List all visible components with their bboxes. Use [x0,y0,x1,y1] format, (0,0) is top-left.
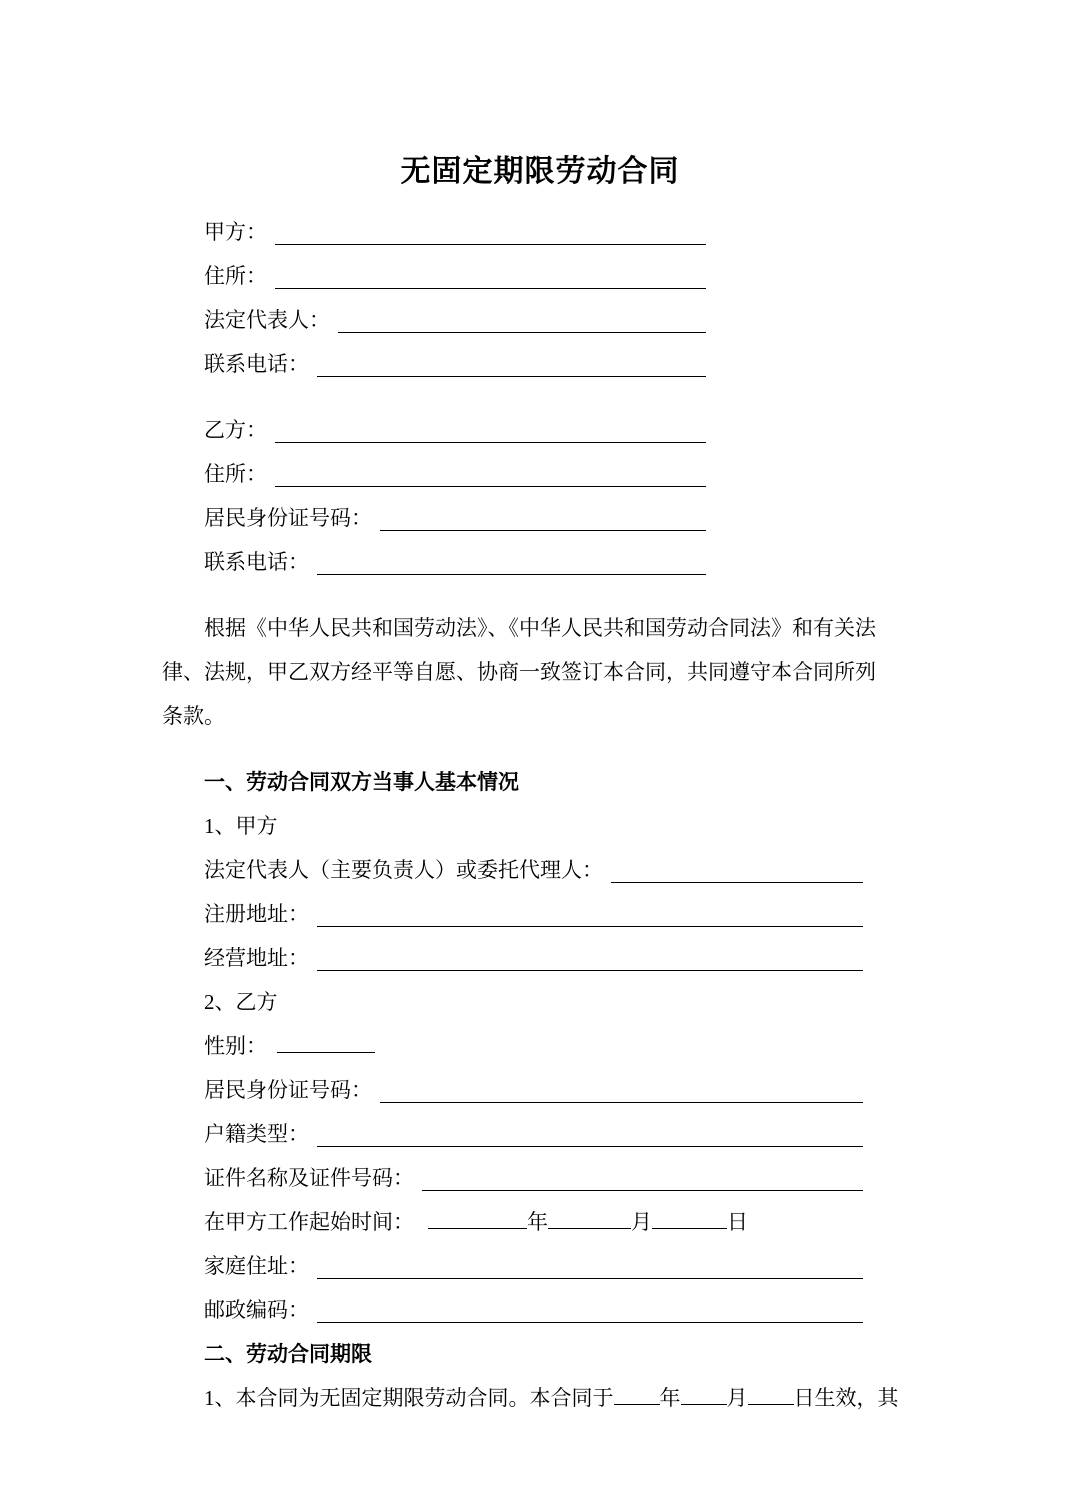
agent-label: 法定代表人（主要负责人）或委托代理人： [204,858,603,882]
preamble-paragraph [162,606,908,738]
title-light-middle: 劳动 [555,155,618,188]
certificate-label: 证件名称及证件号码： [204,1166,414,1190]
business-address-label: 经营地址： [204,946,309,970]
party-a-legal-rep-blank[interactable] [338,298,706,333]
form-row-agent [162,848,863,892]
party-b-id-number-label: 居民身份证号码： [204,506,372,530]
resident-id-label: 居民身份证号码： [204,1078,372,1102]
party-b-address-label: 住所： [204,462,267,486]
section-basic-information [162,760,908,1332]
work-start-year-blank[interactable] [428,1206,527,1229]
household-type-blank[interactable] [317,1112,863,1147]
form-row-business-address [162,936,863,980]
postal-code-label: 邮政编码： [204,1298,309,1322]
section2-clause1 [162,1376,908,1420]
block-spacer [162,584,908,606]
unit-year: 年 [527,1210,548,1234]
title-heavy-prefix: 无固定期限 [400,155,556,188]
unit-day: 日 [793,1386,815,1410]
section1-party-a-item: 1、甲方 [204,814,278,838]
form-row-resident-id [162,1068,863,1112]
form-row-postal-code [162,1288,863,1332]
document-body [162,210,908,1420]
effective-month-blank[interactable] [681,1382,727,1405]
form-row-party-b-phone [162,540,706,584]
party-a-name-blank[interactable] [275,210,706,245]
section1-heading: 一、劳动合同双方当事人基本情况 [204,770,519,794]
section-contract-term [162,1332,908,1420]
form-row-household-type [162,1112,863,1156]
resident-id-blank[interactable] [380,1068,863,1103]
form-row-party-a-legal-rep [162,298,706,342]
block-spacer [162,386,908,408]
work-start-day-blank[interactable] [652,1206,727,1229]
preamble-line: 根据《中华人民共和国劳动法》、《中华人民共和国劳动合同法》和有关法 [204,616,876,640]
party-a-legal-rep-label: 法定代表人： [204,308,330,332]
party-b-label: 乙方： [204,418,267,442]
section2-heading: 二、劳动合同期限 [204,1342,372,1366]
clause1-prefix: 1、本合同为无固定期限劳动合同。本合同于 [204,1386,614,1410]
party-b-name-blank[interactable] [275,408,706,443]
registered-address-blank[interactable] [317,892,863,927]
work-start-label: 在甲方工作起始时间： [204,1210,414,1234]
work-start-month-blank[interactable] [548,1206,631,1229]
section1-party-b-item: 2、乙方 [204,990,278,1014]
home-address-blank[interactable] [317,1244,863,1279]
form-row-party-a-name [162,210,706,254]
form-row-party-a-address [162,254,706,298]
party-b-phone-label: 联系电话： [204,550,309,574]
household-type-label: 户籍类型： [204,1122,309,1146]
unit-month: 月 [631,1210,652,1234]
registered-address-label: 注册地址： [204,902,309,926]
unit-day: 日 [727,1210,748,1234]
title-heavy-suffix: 合同 [617,155,680,188]
party-b-block [162,408,908,584]
gender-label: 性别： [204,1034,267,1058]
preamble-line: 条款。 [162,704,225,728]
home-address-label: 家庭住址： [204,1254,309,1278]
party-a-address-blank[interactable] [275,254,706,289]
business-address-blank[interactable] [317,936,863,971]
party-b-address-blank[interactable] [275,452,706,487]
form-row-party-a-phone [162,342,706,386]
block-spacer [162,738,908,760]
preamble-line: 律、法规，甲乙双方经平等自愿、协商一致签订本合同，共同遵守本合同所列 [162,660,876,684]
unit-month: 月 [726,1386,748,1410]
form-row-gender [162,1024,908,1068]
party-a-address-label: 住所： [204,264,267,288]
party-a-phone-label: 联系电话： [204,352,309,376]
page-title [0,0,1080,194]
form-row-registered-address [162,892,863,936]
certificate-blank[interactable] [422,1156,863,1191]
form-row-certificate [162,1156,863,1200]
clause1-suffix: 生效，其 [814,1386,899,1410]
party-a-block [162,210,908,386]
effective-year-blank[interactable] [614,1382,660,1405]
unit-year: 年 [659,1386,681,1410]
form-row-home-address [162,1244,863,1288]
party-b-id-number-blank[interactable] [380,496,706,531]
form-row-party-b-name [162,408,706,452]
effective-day-blank[interactable] [748,1382,794,1405]
party-a-label: 甲方： [204,220,267,244]
form-row-work-start-date [162,1200,908,1244]
form-row-party-b-id-number [162,496,706,540]
party-a-phone-blank[interactable] [317,342,706,377]
agent-blank[interactable] [611,848,863,883]
gender-blank[interactable] [277,1030,375,1053]
form-row-party-b-address [162,452,706,496]
party-b-phone-blank[interactable] [317,540,706,575]
postal-code-blank[interactable] [317,1288,863,1323]
